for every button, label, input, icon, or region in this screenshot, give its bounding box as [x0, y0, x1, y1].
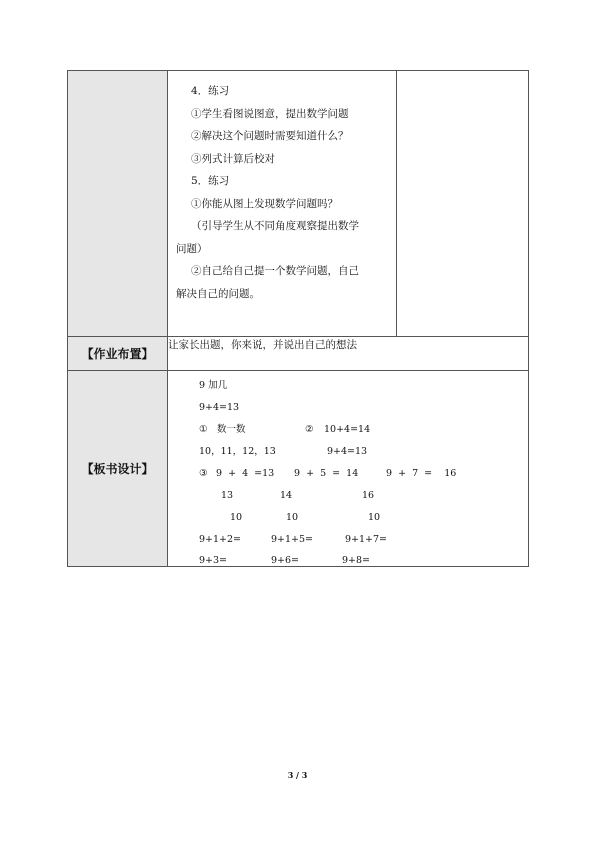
practice-line: （引导学生从不同角度观察提出数学 [191, 220, 359, 232]
exercise: 9+8= [342, 555, 371, 566]
practice-content-cell [168, 71, 397, 337]
table-row [68, 71, 529, 337]
split-part: 10 [230, 512, 243, 523]
method-text: 10+4=14 [324, 424, 371, 435]
board-label: 【板书设计】 [81, 462, 154, 476]
exercise: 9+1+2= [199, 534, 242, 545]
practice-line: ③列式计算后校对 [191, 152, 275, 165]
method-number: ③ [199, 468, 208, 479]
exercise: 9+1+5= [271, 534, 314, 545]
table-row [68, 371, 529, 567]
page-number: 3 / 3 [287, 770, 308, 780]
practice-line: 4．练习 [191, 85, 230, 97]
table-row [68, 337, 529, 371]
split-part: 10 [286, 512, 299, 523]
split-part: 10 [368, 512, 381, 523]
board-label-cell [68, 371, 168, 567]
practice-line: 5．练习 [191, 175, 230, 187]
exercise: 9+3= [199, 555, 228, 566]
split-part: 14 [280, 490, 293, 501]
board-equation: 9+4=13 [199, 402, 240, 413]
split-equation: 9 + 5 = 14 [294, 468, 359, 479]
practice-line: ②解决这个问题时需要知道什么？ [191, 130, 349, 142]
method-number: ② [305, 424, 314, 435]
homework-content: 让家长出题，你来说，并说出自己的想法 [168, 337, 529, 371]
homework-label-cell [68, 337, 168, 371]
practice-label-cell [68, 71, 168, 337]
lesson-plan-table [67, 70, 529, 567]
count-sequence: 10，11，12，13 [199, 446, 276, 457]
board-title: 9 加几 [199, 380, 228, 391]
exercise: 9+1+7= [345, 534, 388, 545]
board-design [168, 371, 528, 565]
practice-line: 解决自己的问题。 [176, 287, 260, 300]
split-equation: 9 + 4 =13 [216, 468, 275, 479]
practice-line: ②自己给自己提一个数学问题，自己 [191, 265, 359, 277]
board-equation: 9+4=13 [327, 446, 368, 457]
method-text: 数一数 [217, 424, 246, 435]
board-content-cell [168, 371, 529, 567]
practice-line: ①学生看图说图意，提出数学问题 [191, 107, 349, 120]
practice-line: ①你能从图上发现数学问题吗？ [191, 197, 338, 210]
homework-label: 【作业布置】 [81, 347, 154, 361]
practice-line: 问题） [176, 242, 208, 255]
notes-cell [397, 71, 529, 337]
split-equation: 9 + 7 = 16 [386, 468, 457, 479]
method-number: ① [199, 424, 208, 435]
exercise: 9+6= [271, 555, 300, 566]
split-part: 16 [362, 490, 375, 501]
split-part: 13 [221, 490, 234, 501]
